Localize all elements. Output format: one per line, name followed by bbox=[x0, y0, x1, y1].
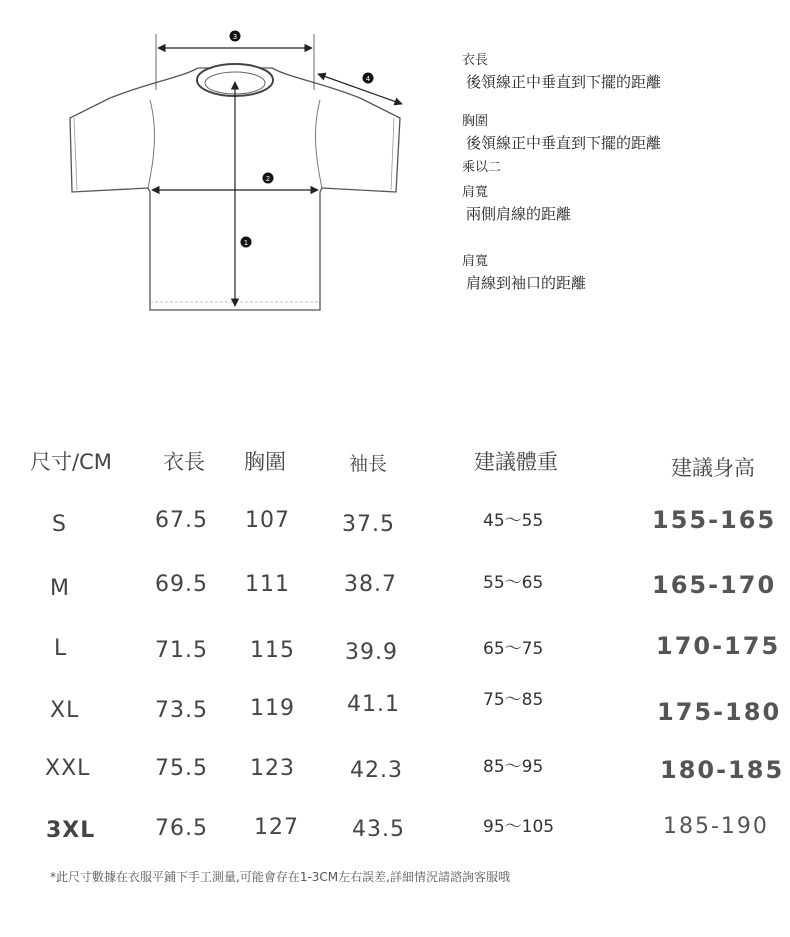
cell-height: 165-170 bbox=[652, 571, 777, 599]
header-weight: 建議體重 bbox=[474, 450, 558, 474]
cell-chest: 127 bbox=[254, 815, 299, 840]
cell-size: XXL bbox=[45, 756, 91, 781]
cell-sleeve: 43.5 bbox=[352, 817, 405, 842]
cell-height: 155-165 bbox=[652, 506, 777, 534]
legend-desc-shoulder: 兩側肩線的距離 bbox=[466, 205, 572, 223]
legend-desc-chest: 後領線正中垂直到下擺的距離 bbox=[466, 134, 662, 152]
cell-length: 73.5 bbox=[155, 698, 208, 723]
legend-extra-chest: 乘以二 bbox=[462, 160, 502, 175]
cell-weight: 45～55 bbox=[483, 511, 544, 531]
cell-weight: 55～65 bbox=[483, 573, 544, 593]
cell-size: XL bbox=[50, 698, 80, 723]
legend-desc-sleeve: 肩線到袖口的距離 bbox=[466, 274, 587, 292]
legend-desc-length: 後領線正中垂直到下擺的距離 bbox=[466, 73, 662, 91]
cell-length: 75.5 bbox=[155, 756, 208, 781]
legend-title-chest: 胸圍 bbox=[462, 114, 489, 129]
legend-title-shoulder: 肩寬 bbox=[462, 185, 489, 200]
cell-weight: 75～85 bbox=[483, 690, 544, 710]
cell-length: 67.5 bbox=[155, 508, 208, 533]
cell-weight: 95～105 bbox=[483, 817, 555, 837]
cell-chest: 115 bbox=[250, 638, 295, 663]
cell-weight: 65～75 bbox=[483, 639, 544, 659]
measurement-legend bbox=[462, 52, 762, 292]
cell-size: L bbox=[54, 636, 68, 661]
cell-height: 175-180 bbox=[657, 698, 782, 726]
cell-sleeve: 41.1 bbox=[347, 692, 400, 717]
marker-1: 1 bbox=[243, 239, 249, 247]
cell-size: S bbox=[52, 512, 67, 537]
cell-height: 170-175 bbox=[656, 632, 781, 660]
header-height: 建議身高 bbox=[671, 456, 755, 480]
cell-height: 180-185 bbox=[660, 756, 785, 784]
cell-length: 71.5 bbox=[155, 638, 208, 663]
cell-sleeve: 38.7 bbox=[344, 572, 397, 597]
header-chest: 胸圍 bbox=[244, 450, 286, 474]
cell-size: M bbox=[50, 576, 70, 601]
marker-3: 3 bbox=[232, 33, 238, 41]
cell-chest: 107 bbox=[245, 508, 290, 533]
legend-title-sleeve: 肩寬 bbox=[462, 254, 489, 269]
cell-chest: 111 bbox=[245, 572, 290, 597]
cell-sleeve: 39.9 bbox=[345, 640, 398, 665]
cell-length: 69.5 bbox=[155, 572, 208, 597]
marker-4: 4 bbox=[365, 75, 371, 83]
tshirt-measurement-diagram bbox=[50, 20, 430, 350]
header-length: 衣長 bbox=[163, 450, 205, 474]
cell-sleeve: 37.5 bbox=[342, 512, 395, 537]
cell-chest: 123 bbox=[250, 756, 295, 781]
cell-length: 76.5 bbox=[155, 816, 208, 841]
measurement-note: *此尺寸數據在衣服平鋪下手工測量,可能會存在1-3CM左右誤差,詳細情況請諮詢客服哦 bbox=[50, 870, 510, 884]
legend-title-length: 衣長 bbox=[462, 53, 489, 68]
marker-2: 2 bbox=[265, 175, 271, 183]
cell-weight: 85～95 bbox=[483, 757, 544, 777]
cell-chest: 119 bbox=[250, 696, 295, 721]
cell-size: 3XL bbox=[46, 818, 96, 843]
cell-height: 185-190 bbox=[663, 814, 769, 839]
cell-sleeve: 42.3 bbox=[350, 758, 403, 783]
header-size: 尺寸/CM bbox=[30, 450, 112, 474]
header-sleeve: 袖長 bbox=[349, 453, 388, 475]
